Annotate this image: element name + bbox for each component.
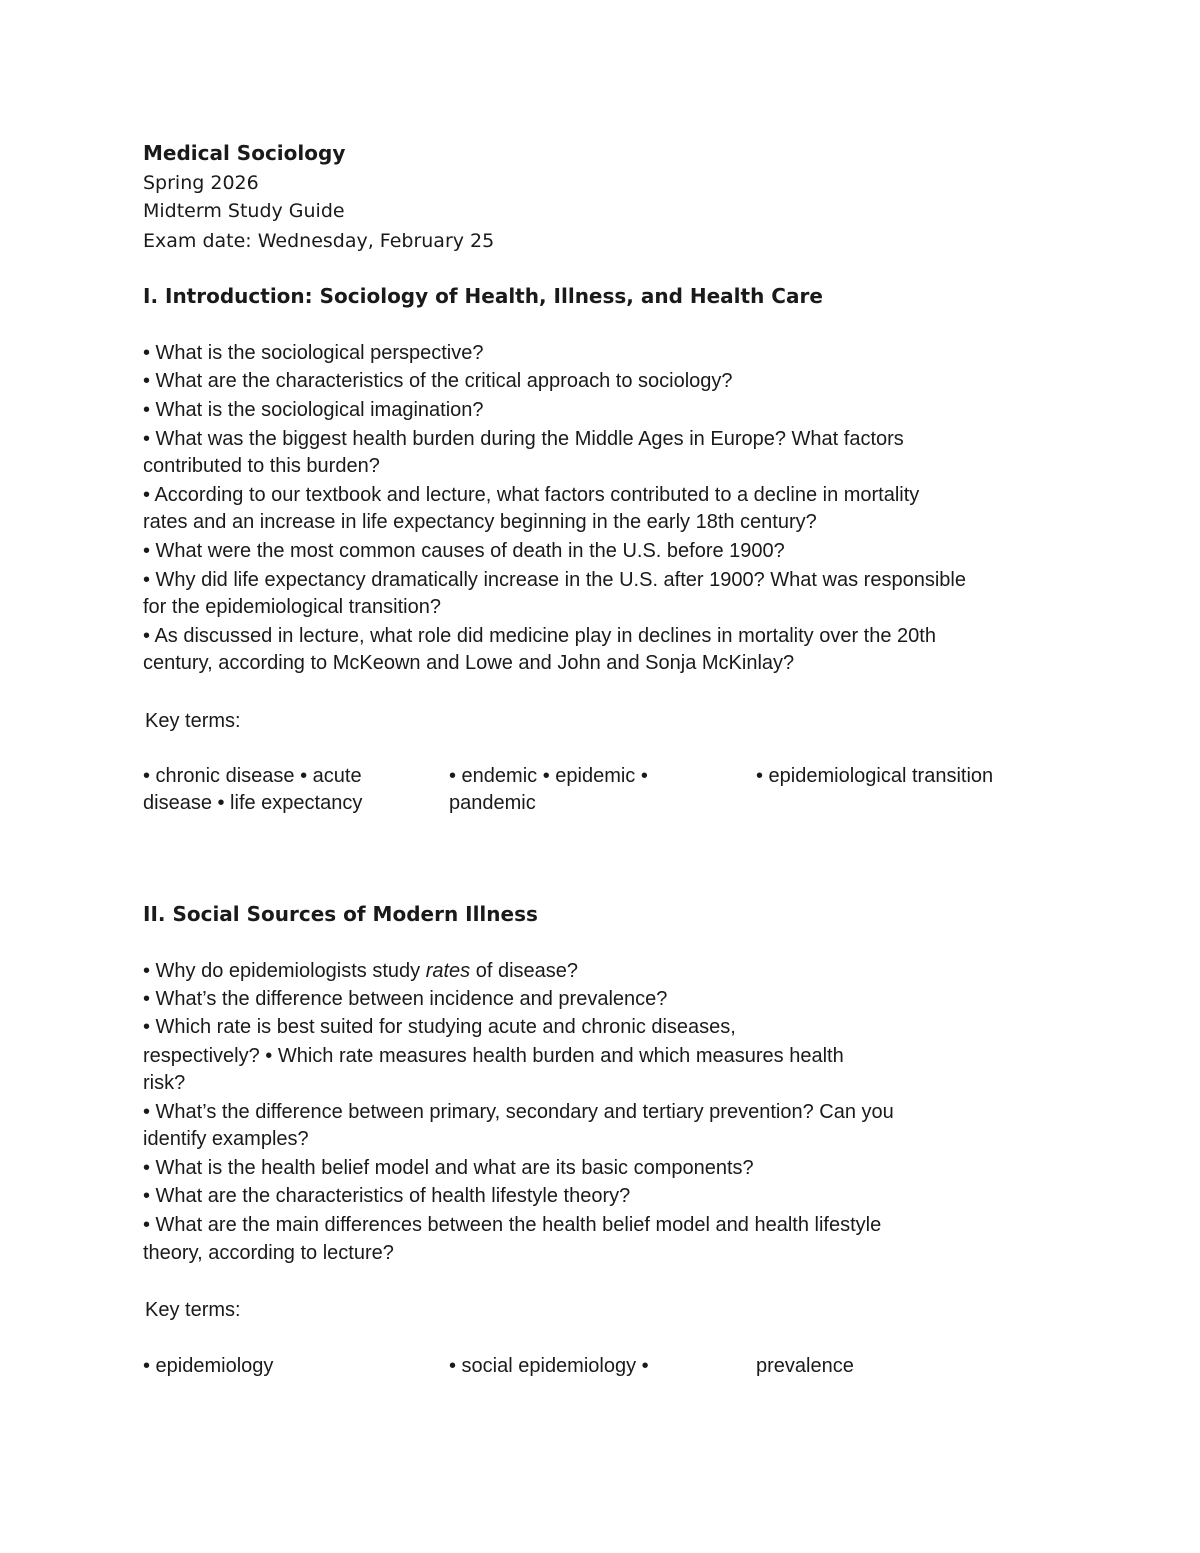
section-1-heading: I. Introduction: Sociology of Health, Illness, and Health Care [143,284,823,308]
exam-date: Exam date: Wednesday, February 25 [143,230,495,252]
question-item: • What is the sociological imagination? [143,399,484,421]
question-item: • What is the health belief model and what are its basic components? [143,1157,754,1179]
question-item: • What are the characteristics of health lifestyle theory? [143,1185,631,1207]
question-item: • As discussed in lecture, what role did medicine play in declines in mortality over the 20th [143,625,936,647]
question-item: • What are the characteristics of the critical approach to sociology? [143,370,733,392]
question-item-continued: risk? [143,1072,186,1094]
question-item: • What were the most common causes of death in the U.S. before 1900? [143,540,785,562]
key-term-list: • social epidemiology • [449,1355,649,1377]
key-term-list: • epidemiology [143,1355,274,1377]
key-term-list: disease • life expectancy [143,792,363,814]
key-term-list: • endemic • epidemic • [449,765,648,787]
question-item-continued: theory, according to lecture? [143,1242,394,1264]
question-item: • What was the biggest health burden during the Middle Ages in Europe? What factors [143,428,904,450]
question-item-continued: respectively? • Which rate measures health burden and which measures health [143,1045,844,1067]
question-item: • What is the sociological perspective? [143,342,484,364]
doc-title: Medical Sociology [143,141,346,165]
doc-term: Spring 2026 [143,172,259,194]
question-text: • Why do epidemiologists study [143,960,426,982]
key-term-list: • epidemiological transition [756,765,994,787]
key-term-list: pandemic [449,792,536,814]
question-item: • What’s the difference between incidence and prevalence? [143,988,668,1010]
question-item-continued: century, according to McKeown and Lowe and John and Sonja McKinlay? [143,652,795,674]
emphasized-text: rates [425,960,471,982]
question-item: • According to our textbook and lecture, what factors contributed to a decline in mortality [143,484,920,506]
question-item-continued: contributed to this burden? [143,455,380,477]
question-item [143,957,578,985]
key-terms-label: Key terms: [145,1299,241,1321]
key-term-list: • chronic disease • acute [143,765,362,787]
key-terms-label: Key terms: [145,710,241,732]
doc-type: Midterm Study Guide [143,200,345,222]
question-text: of disease? [470,960,579,982]
question-item: • What are the main differences between the health belief model and health lifestyle [143,1214,882,1236]
section-2-heading: II. Social Sources of Modern Illness [143,902,538,926]
question-item: • Why did life expectancy dramatically increase in the U.S. after 1900? What was responsible [143,569,966,591]
question-item: • What’s the difference between primary, secondary and tertiary prevention? Can you [143,1101,894,1123]
question-item-continued: for the epidemiological transition? [143,596,441,618]
question-item: • Which rate is best suited for studying acute and chronic diseases, [143,1016,736,1038]
question-item-continued: rates and an increase in life expectancy beginning in the early 18th century? [143,511,817,533]
question-item-continued: identify examples? [143,1128,309,1150]
key-term-list: prevalence [756,1355,854,1377]
